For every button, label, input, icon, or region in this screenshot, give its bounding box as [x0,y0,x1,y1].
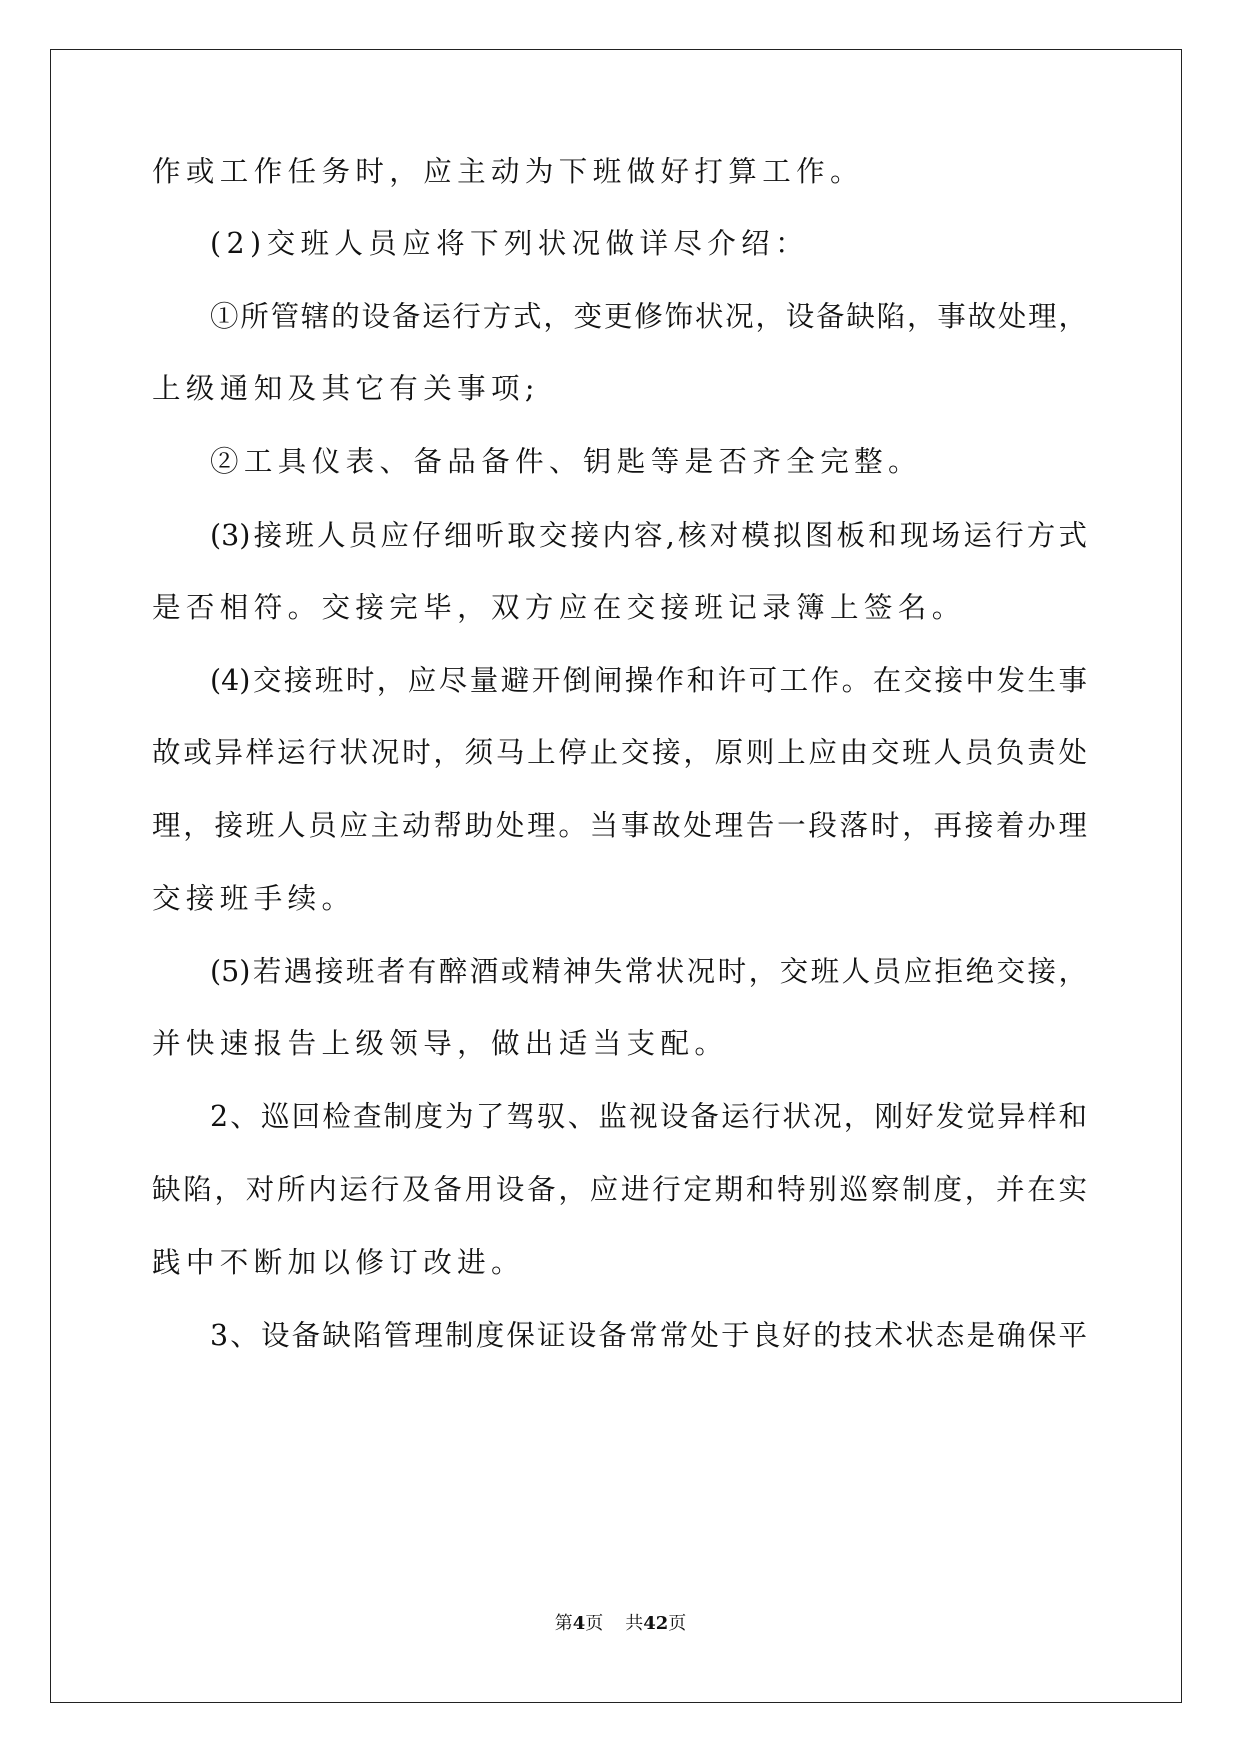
footer-prefix: 第 [554,1613,573,1634]
text-line: 2、巡回检查制度为了驾驭、监视设备运行状况，刚好发觉异样和 [210,1100,1087,1133]
footer-total-prefix: 共 [625,1613,644,1634]
text-line: 并快速报告上级领导，做出适当支配。 [152,1027,729,1060]
text-line: 3、设备缺陷管理制度保证设备常常处于良好的技术状态是确保平 [210,1319,1087,1352]
text-line: 理，接班人员应主动帮助处理。当事故处理告一段落时，再接着办理 [152,809,1087,842]
page-footer [0,1612,1241,1636]
text-line: (3)接班人员应仔细听取交接内容,核对模拟图板和现场运行方式 [210,519,1087,552]
text-line: ①所管辖的设备运行方式，变更修饰状况，设备缺陷，事故处理， [210,300,1087,333]
text-line: 故或异样运行状况时，须马上停止交接，原则上应由交班人员负责处 [152,736,1087,769]
footer-page-number: 4 [572,1613,586,1634]
text-line: ②工具仪表、备品备件、钥匙等是否齐全完整。 [210,445,922,478]
text-line: 践中不断加以修订改进。 [152,1246,525,1279]
text-line: 上级通知及其它有关事项; [152,372,540,405]
text-line: (4)交接班时，应尽量避开倒闸操作和许可工作。在交接中发生事 [210,664,1087,697]
text-line: 是否相符。交接完毕，双方应在交接班记录簿上签名。 [152,591,966,624]
text-line: 作或工作任务时，应主动为下班做好打算工作。 [152,155,864,188]
text-line: 缺陷，对所内运行及备用设备，应进行定期和特别巡察制度，并在实 [152,1173,1087,1206]
footer-total-unit: 页 [668,1613,687,1634]
text-line: (2)交班人员应将下列状况做详尽介绍： [210,227,809,260]
footer-total-pages: 42 [643,1613,669,1634]
footer-page-unit: 页 [585,1613,604,1634]
text-line: (5)若遇接班者有醉酒或精神失常状况时，交班人员应拒绝交接， [210,955,1087,988]
text-line: 交接班手续。 [152,882,356,915]
